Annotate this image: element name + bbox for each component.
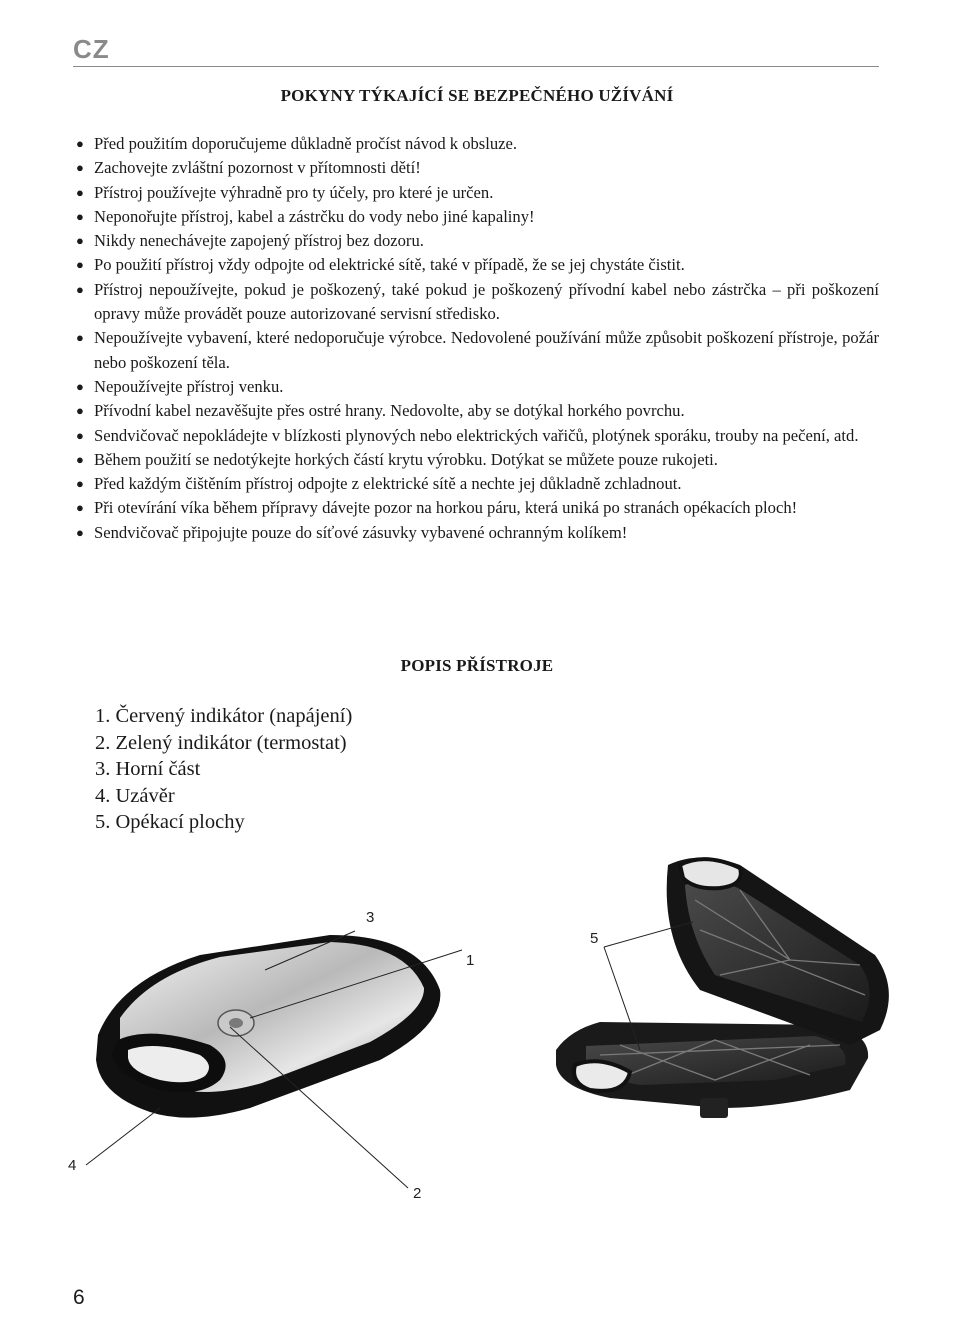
callout-4: 4 (68, 1157, 77, 1174)
list-item: ● Během použití se nedotýkejte horkých částí krytu výrobku. Dotýkat se můžete pouze rukojeti. (76, 448, 879, 472)
parts-item: 5. Opékací plochy (95, 811, 245, 834)
header-rule (73, 66, 879, 67)
safety-heading: POKYNY TÝKAJÍCÍ SE BEZPEČNÉHO UŽÍVÁNÍ (280, 86, 674, 105)
language-tag: CZ (73, 34, 110, 64)
list-item: ● Neponořujte přístroj, kabel a zástrčku do vody nebo jiné kapaliny! (76, 205, 879, 229)
list-item: ● Zachovejte zvláštní pozornost v přítomnosti dětí! (76, 156, 879, 180)
parts-item: 3. Horní část (95, 758, 201, 781)
parts-list (95, 703, 352, 836)
page-number: 6 (73, 1286, 85, 1309)
list-item: ● Nepoužívejte přístroj venku. (76, 375, 879, 399)
closed-sandwich-maker-image (0, 840, 954, 1220)
parts-item: 4. Uzávěr (95, 784, 175, 807)
callout-5: 5 (590, 930, 599, 947)
list-item: ● Před každým čištěním přístroj odpojte z elektrické sítě a nechte jej důkladně zchladnout. (76, 472, 879, 496)
safety-list (76, 132, 879, 545)
list-item: ● Nikdy nenechávejte zapojený přístroj bez dozoru. (76, 229, 879, 253)
callout-2: 2 (413, 1185, 422, 1202)
parts-item: 1. Červený indikátor (napájení) (95, 705, 353, 727)
list-item: ● Přívodní kabel nezavěšujte přes ostré hrany. Nedovolte, aby se dotýkal horkého povrchu. (76, 399, 879, 423)
list-item: ● Sendvičovač nepokládejte v blízkosti plynových nebo elektrických vařičů, plotýnek sporáku, trouby na pečení, atd. (76, 424, 879, 448)
callout-3: 3 (366, 909, 375, 926)
list-item: ● Při otevírání víka během přípravy dávejte pozor na horkou páru, která uniká po stranách opékacích ploch! (76, 496, 879, 520)
list-item: ● Nepoužívejte vybavení, které nedoporučuje výrobce. Nedovolené používání může způsobit poškození přístroje, požár nebo poškození těla. (76, 326, 879, 375)
list-item: ● Sendvičovač připojujte pouze do síťové zásuvky vybavené ochranným kolíkem! (76, 521, 879, 545)
parts-item: 2. Zelený indikátor (termostat) (95, 731, 347, 754)
product-figure (0, 840, 954, 1220)
list-item: ● Přístroj nepoužívejte, pokud je poškozený, také pokud je poškozený přívodní kabel nebo zástrčka – při poškození opravy může provádět pouze autorizované servisní středisko. (76, 278, 879, 327)
callout-1: 1 (466, 952, 475, 969)
description-heading: POPIS PŘÍSTROJE (400, 656, 554, 675)
list-item: ● Před použitím doporučujeme důkladně pročíst návod k obsluze. (76, 132, 879, 156)
list-item: ● Po použití přístroj vždy odpojte od elektrické sítě, také v případě, že se jej chystáte čistit. (76, 253, 879, 277)
list-item: ● Přístroj používejte výhradně pro ty účely, pro které je určen. (76, 181, 879, 205)
